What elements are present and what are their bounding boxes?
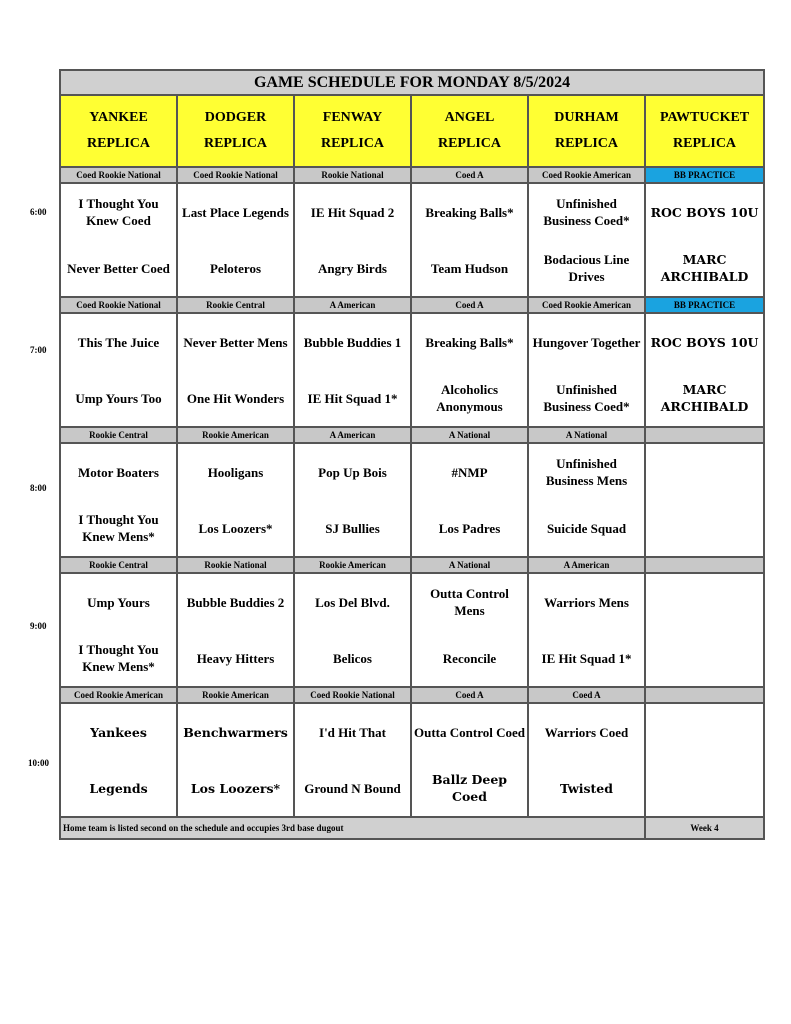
home-team [646, 638, 763, 678]
home-team: Ground N Bound [304, 780, 401, 796]
division-row [60, 297, 764, 313]
home-team: Los Padres [438, 520, 501, 536]
home-team: Los Loozers* [198, 520, 273, 536]
away-team: Ump Yours [87, 594, 150, 610]
game-cell [645, 443, 764, 557]
game-cell [645, 313, 764, 427]
home-team [646, 508, 763, 548]
division-label: Coed Rookie National [60, 167, 177, 183]
division-label: Coed A [411, 167, 528, 183]
division-label: Rookie Central [60, 557, 177, 573]
game-cell [294, 443, 411, 557]
schedule-body [60, 167, 764, 817]
away-team: I'd Hit That [319, 724, 386, 740]
away-team: #NMP [451, 464, 488, 480]
home-team: Reconcile [442, 650, 497, 666]
home-team: Twisted [560, 780, 613, 796]
game-cell [177, 703, 294, 817]
division-label: Rookie Central [177, 297, 294, 313]
division-label: Coed Rookie National [294, 687, 411, 703]
division-label: Coed A [411, 297, 528, 313]
game-cell [60, 313, 177, 427]
away-team: Bubble Buddies 2 [186, 594, 285, 610]
division-label [645, 687, 764, 703]
division-row [60, 557, 764, 573]
game-cell [411, 573, 528, 687]
game-cell [60, 703, 177, 817]
home-team: Angry Birds [318, 260, 387, 276]
home-team: MARC ARCHIBALD [660, 252, 749, 284]
field-header-row [60, 95, 764, 167]
division-label: Coed Rookie American [528, 297, 645, 313]
footer-note: Home team is listed second on the schedule and occupies 3rd base dugout [60, 817, 645, 839]
game-cell [177, 573, 294, 687]
division-label: Coed Rookie American [60, 687, 177, 703]
away-team: ROC BOYS 10U [650, 204, 759, 220]
game-cell [528, 183, 645, 297]
away-team [646, 712, 763, 752]
division-label: A American [528, 557, 645, 573]
away-team: Outta Control Coed [414, 724, 525, 740]
away-team: Unfinished Business Coed* [543, 196, 630, 228]
away-team: Los Del Blvd. [315, 594, 390, 610]
division-label: Rookie American [294, 557, 411, 573]
home-team [646, 768, 763, 808]
home-team: Team Hudson [430, 260, 509, 276]
division-label: A National [411, 427, 528, 443]
home-team: Unfinished Business Coed* [543, 382, 630, 414]
division-row [60, 687, 764, 703]
away-team: Pop Up Bois [318, 464, 387, 480]
home-team: Belicos [333, 650, 372, 666]
game-cell [177, 313, 294, 427]
game-cell [294, 573, 411, 687]
division-label: Rookie National [294, 167, 411, 183]
game-cell [411, 313, 528, 427]
away-team: Warriors Mens [544, 594, 629, 610]
game-cell [528, 443, 645, 557]
game-cell [60, 183, 177, 297]
division-label: Coed Rookie National [60, 297, 177, 313]
game-cell [60, 443, 177, 557]
game-cell [177, 183, 294, 297]
field-header: DODGER REPLICA [177, 95, 294, 167]
home-team: SJ Bullies [325, 520, 380, 536]
home-team: Never Better Coed [67, 260, 170, 276]
away-team: Breaking Balls* [425, 334, 514, 350]
home-team: Legends [89, 780, 148, 796]
page-title: GAME SCHEDULE FOR MONDAY 8/5/2024 [60, 70, 764, 95]
game-row [60, 703, 764, 817]
game-cell [528, 313, 645, 427]
away-team: Warriors Coed [544, 724, 629, 740]
away-team: Yankees [90, 724, 147, 740]
away-team [646, 582, 763, 622]
game-row [60, 573, 764, 687]
away-team: ROC BOYS 10U [650, 334, 759, 350]
time-label: 10:00 [28, 758, 49, 768]
home-team: Ump Yours Too [75, 390, 162, 406]
game-cell [411, 443, 528, 557]
title-row [60, 70, 764, 95]
home-team: IE Hit Squad 1* [307, 390, 398, 406]
division-row [60, 427, 764, 443]
away-team: I Thought You Knew Coed [78, 196, 159, 228]
division-label: Rookie American [177, 427, 294, 443]
division-label: Rookie National [177, 557, 294, 573]
game-row [60, 183, 764, 297]
division-label: Rookie American [177, 687, 294, 703]
home-team: Peloteros [209, 260, 262, 276]
game-cell [60, 573, 177, 687]
away-team: Motor Boaters [78, 464, 159, 480]
home-team: MARC ARCHIBALD [660, 382, 749, 414]
field-header: DURHAM REPLICA [528, 95, 645, 167]
game-cell [294, 183, 411, 297]
game-cell [528, 573, 645, 687]
division-label: A American [294, 297, 411, 313]
away-team [646, 452, 763, 492]
game-cell [645, 183, 764, 297]
home-team: Ballz Deep Coed [431, 772, 508, 804]
game-cell [294, 703, 411, 817]
schedule-table [59, 69, 765, 840]
away-team: Hooligans [207, 464, 264, 480]
home-team: I Thought You Knew Mens* [78, 512, 159, 544]
division-label: A American [294, 427, 411, 443]
game-cell [528, 703, 645, 817]
away-team: Last Place Legends [182, 204, 289, 220]
game-cell [411, 703, 528, 817]
away-team: Never Better Mens [183, 334, 288, 350]
time-column [0, 0, 60, 1024]
game-row [60, 313, 764, 427]
division-label: Coed A [528, 687, 645, 703]
time-label: 8:00 [30, 483, 47, 493]
time-label: 9:00 [30, 621, 47, 631]
home-team: Alcoholics Anonymous [436, 382, 503, 414]
division-label: BB PRACTICE [645, 297, 764, 313]
home-team: I Thought You Knew Mens* [78, 642, 159, 674]
game-cell [177, 443, 294, 557]
game-cell [645, 703, 764, 817]
home-team: Bodacious Line Drives [543, 252, 630, 284]
away-team: This The Juice [77, 334, 160, 350]
division-label [645, 427, 764, 443]
division-label: BB PRACTICE [645, 167, 764, 183]
home-team: One Hit Wonders [186, 390, 285, 406]
away-team: Outta Control Mens [430, 586, 509, 618]
game-cell [645, 573, 764, 687]
week-label: Week 4 [645, 817, 764, 839]
home-team: Los Loozers* [190, 780, 281, 796]
away-team: Benchwarmers [183, 724, 288, 740]
away-team: IE Hit Squad 2 [310, 204, 395, 220]
division-label: Coed A [411, 687, 528, 703]
game-row [60, 443, 764, 557]
home-team: IE Hit Squad 1* [541, 650, 632, 666]
division-label: Coed Rookie National [177, 167, 294, 183]
time-label: 7:00 [30, 345, 47, 355]
division-row [60, 167, 764, 183]
away-team: Hungover Together [532, 334, 641, 350]
division-label: A National [528, 427, 645, 443]
away-team: Breaking Balls* [425, 204, 514, 220]
division-label: Rookie Central [60, 427, 177, 443]
away-team: Bubble Buddies 1 [303, 334, 402, 350]
division-label: A National [411, 557, 528, 573]
field-header: PAWTUCKET REPLICA [645, 95, 764, 167]
footer-row [60, 817, 764, 839]
game-cell [411, 183, 528, 297]
away-team: Unfinished Business Mens [545, 456, 628, 488]
field-header: FENWAY REPLICA [294, 95, 411, 167]
division-label: Coed Rookie American [528, 167, 645, 183]
field-header: ANGEL REPLICA [411, 95, 528, 167]
field-header: YANKEE REPLICA [60, 95, 177, 167]
home-team: Suicide Squad [546, 520, 627, 536]
division-label [645, 557, 764, 573]
home-team: Heavy Hitters [196, 650, 275, 666]
game-cell [294, 313, 411, 427]
time-label: 6:00 [30, 207, 47, 217]
